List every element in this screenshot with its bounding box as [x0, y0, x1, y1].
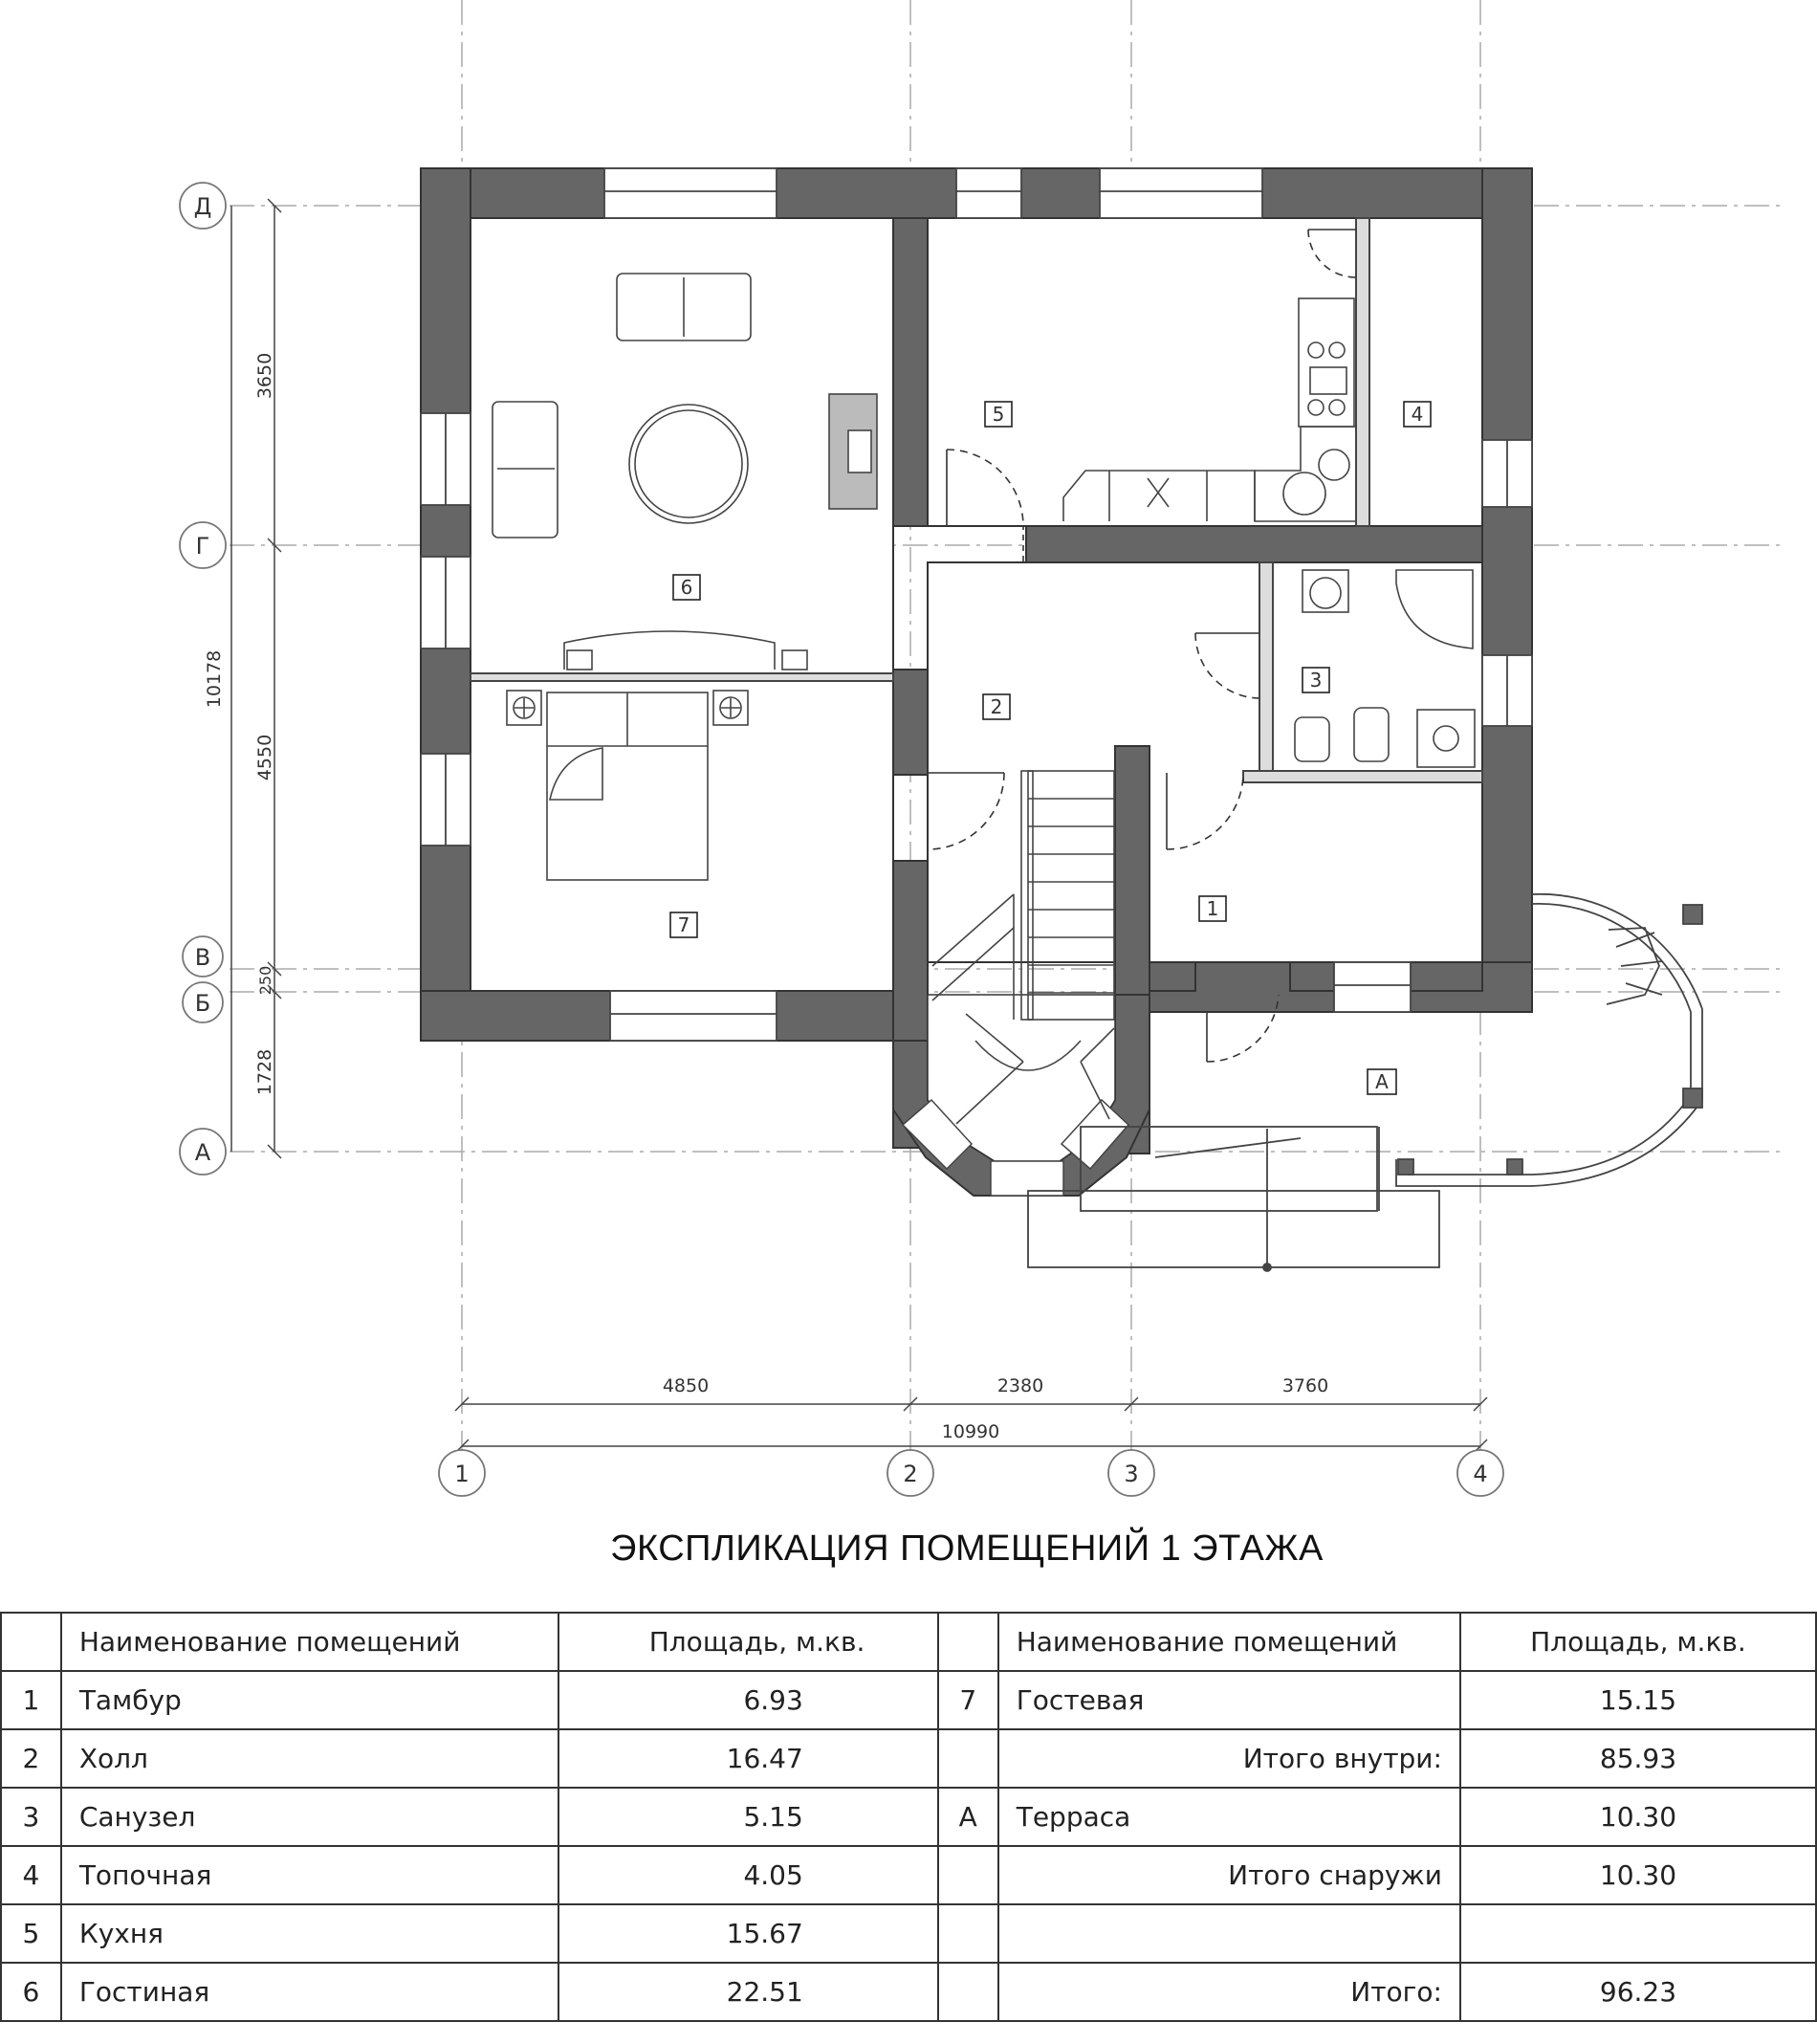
- room-label-7: 7: [677, 913, 690, 936]
- room-area: 4.05: [558, 1846, 937, 1904]
- dim-2380: 2380: [996, 1375, 1044, 1396]
- subtotal-label: Итого внутри:: [998, 1729, 1460, 1788]
- explication-title: ЭКСПЛИКАЦИЯ ПОМЕЩЕНИЙ 1 ЭТАЖА: [610, 1528, 1324, 1569]
- axis-2: 2: [903, 1461, 918, 1487]
- axis-number-labels: [454, 1461, 1487, 1487]
- table-row: [1, 1788, 1816, 1846]
- room-number: 2: [1, 1729, 61, 1788]
- axis-d: Д: [193, 193, 212, 220]
- dim-10178: 10178: [204, 649, 225, 709]
- room-area: 15.67: [558, 1904, 937, 1963]
- dim-10990: 10990: [941, 1421, 1000, 1442]
- header-name-right: Наименование помещений: [998, 1613, 1460, 1671]
- room-number: 4: [1, 1846, 61, 1904]
- room-label-2: 2: [990, 695, 1003, 718]
- room-name: [998, 1904, 1460, 1963]
- room-label-3: 3: [1309, 669, 1323, 692]
- room-label-4: 4: [1411, 403, 1424, 426]
- axis-4: 4: [1473, 1461, 1488, 1487]
- dim-250: 250: [256, 965, 274, 996]
- explication-table: [0, 1612, 1817, 2022]
- subtotal-label: Итого снаружи: [998, 1846, 1460, 1904]
- total-value: 96.23: [1460, 1963, 1816, 2021]
- dim-3760: 3760: [1281, 1375, 1329, 1396]
- room-number: 6: [1, 1963, 61, 2021]
- room-area: 15.15: [1460, 1671, 1816, 1729]
- room-number: 5: [1, 1904, 61, 1963]
- room-voids: [471, 218, 1482, 991]
- header-name-left: Наименование помещений: [61, 1613, 558, 1671]
- header-number-left: [1, 1613, 61, 1671]
- room-label-5: 5: [992, 403, 1005, 426]
- header-area-right: Площадь, м.кв.: [1460, 1613, 1816, 1671]
- table-row: [1, 1671, 1816, 1729]
- table-header-row: [1, 1613, 1816, 1671]
- room-number: [938, 1963, 998, 2021]
- subtotal-value: 85.93: [1460, 1729, 1816, 1788]
- room-area: 6.93: [558, 1671, 937, 1729]
- table-row: [1, 1904, 1816, 1963]
- dim-3650: 3650: [254, 352, 275, 400]
- dim-1728: 1728: [254, 1048, 275, 1096]
- axis-3: 3: [1124, 1461, 1139, 1487]
- room-name: Терраса: [998, 1788, 1460, 1846]
- room-number: [938, 1904, 998, 1963]
- axis-a: А: [194, 1139, 211, 1166]
- room-name: Гостевая: [998, 1671, 1460, 1729]
- room-area: 16.47: [558, 1729, 937, 1788]
- stair-bay: [893, 995, 1149, 1196]
- table-row: [1, 1729, 1816, 1788]
- room-name: Кухня: [61, 1904, 558, 1963]
- table-row: [1, 1846, 1816, 1904]
- axis-g: Г: [195, 533, 210, 560]
- axis-1: 1: [454, 1461, 470, 1487]
- room-label-6: 6: [680, 576, 693, 599]
- header-number-right: [938, 1613, 998, 1671]
- table-row: [1, 1963, 1816, 2021]
- room-name: Холл: [61, 1729, 558, 1788]
- subtotal-value: 10.30: [1460, 1846, 1816, 1904]
- room-area: 22.51: [558, 1963, 937, 2021]
- room-name: Топочная: [61, 1846, 558, 1904]
- room-number: 7: [938, 1671, 998, 1729]
- room-name: Санузел: [61, 1788, 558, 1846]
- room-number: [938, 1846, 998, 1904]
- dim-4850: 4850: [662, 1375, 710, 1396]
- room-number: 1: [1, 1671, 61, 1729]
- room-name: Гостиная: [61, 1963, 558, 2021]
- room-number: [938, 1729, 998, 1788]
- room-label-1: 1: [1206, 897, 1219, 920]
- dimension-chain-vertical: [231, 199, 281, 1158]
- room-number: А: [938, 1788, 998, 1846]
- room-area: 10.30: [1460, 1788, 1816, 1846]
- room-area: [1460, 1904, 1816, 1963]
- axis-bubbles-numbers: [439, 1450, 1503, 1496]
- dim-4550: 4550: [254, 734, 275, 781]
- room-area: 5.15: [558, 1788, 937, 1846]
- axis-v: В: [194, 944, 211, 971]
- room-label-a: А: [1375, 1070, 1389, 1093]
- total-label: Итого:: [998, 1963, 1460, 2021]
- room-name: Тамбур: [61, 1671, 558, 1729]
- header-area-left: Площадь, м.кв.: [558, 1613, 937, 1671]
- room-number: 3: [1, 1788, 61, 1846]
- axis-b: Б: [194, 990, 211, 1017]
